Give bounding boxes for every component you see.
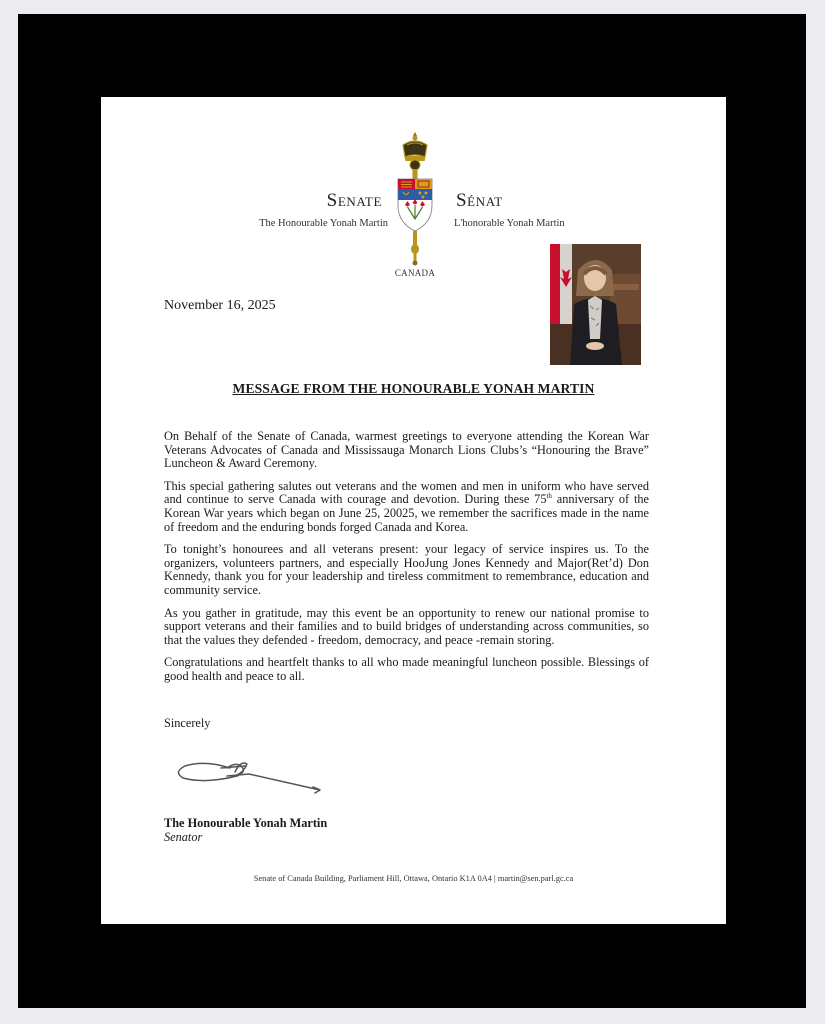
- paragraph-greeting: On Behalf of the Senate of Canada, warmest greetings to everyone attending the Korean War Veterans Advocates of Canada and Mississauga Monarch Lions Clubs’s “Honouring the Brave” Luncheon & Award Ceremony.: [164, 429, 649, 471]
- letter-body: [164, 430, 649, 693]
- senator-name-en: The Honourable Yonah Martin: [259, 218, 388, 229]
- signer-name: The Honourable Yonah Martin: [164, 816, 328, 830]
- paragraph-salute: This special gathering salutes out veterans and the women and men in uniform who have served and continue to serve Canada with courage and devotion. During these 75th anniversary of the Korean War years which began on June 25, 20025, we remember the sacrifices made in the name of freedom and the enduring bonds forged Canada and Korea.: [164, 478, 649, 534]
- org-name-en: Senate: [326, 190, 382, 211]
- closing: Sincerely: [164, 716, 211, 730]
- signer-title: Senator: [164, 830, 203, 844]
- footer-address: Senate of Canada Building, Parliament Hill, Ottawa, Ontario K1A 0A4 | martin@sen.parl.gc.ca: [253, 874, 574, 883]
- senator-name-fr: L'honorable Yonah Martin: [454, 218, 565, 229]
- paragraph-gratitude: As you gather in gratitude, may this event be an opportunity to renew our national promise to support veterans and their families and to build bridges of understanding across communities, so that the values they defended - freedom, democracy, and peace -remain storing.: [164, 605, 649, 647]
- signature-icon: [175, 754, 335, 804]
- paragraph-congratulations: Congratulations and heartfelt thanks to all who made meaningful luncheon possible. Blessings of good health and peace to all.: [164, 655, 649, 683]
- letterhead-french: [454, 190, 594, 229]
- senator-portrait-photo: [550, 244, 641, 365]
- country-label: CANADA: [394, 268, 436, 278]
- letterhead-english: [248, 190, 388, 229]
- senate-mace-crest-icon: [393, 131, 437, 267]
- letter-page: [101, 97, 726, 924]
- org-name-fr: Sénat: [456, 190, 503, 211]
- paragraph-honourees: To tonight’s honourees and all veterans present: your legacy of service inspires us. To the organizers, volunteers partners, and especially HooJung Jones Kennedy and Major(Ret’d) Don Kennedy, thank you for your leadership and tireless commitment to remembrance, education and community service.: [164, 542, 649, 597]
- letter-title: MESSAGE FROM THE HONOURABLE YONAH MARTIN: [232, 381, 595, 396]
- letter-date: November 16, 2025: [164, 298, 276, 313]
